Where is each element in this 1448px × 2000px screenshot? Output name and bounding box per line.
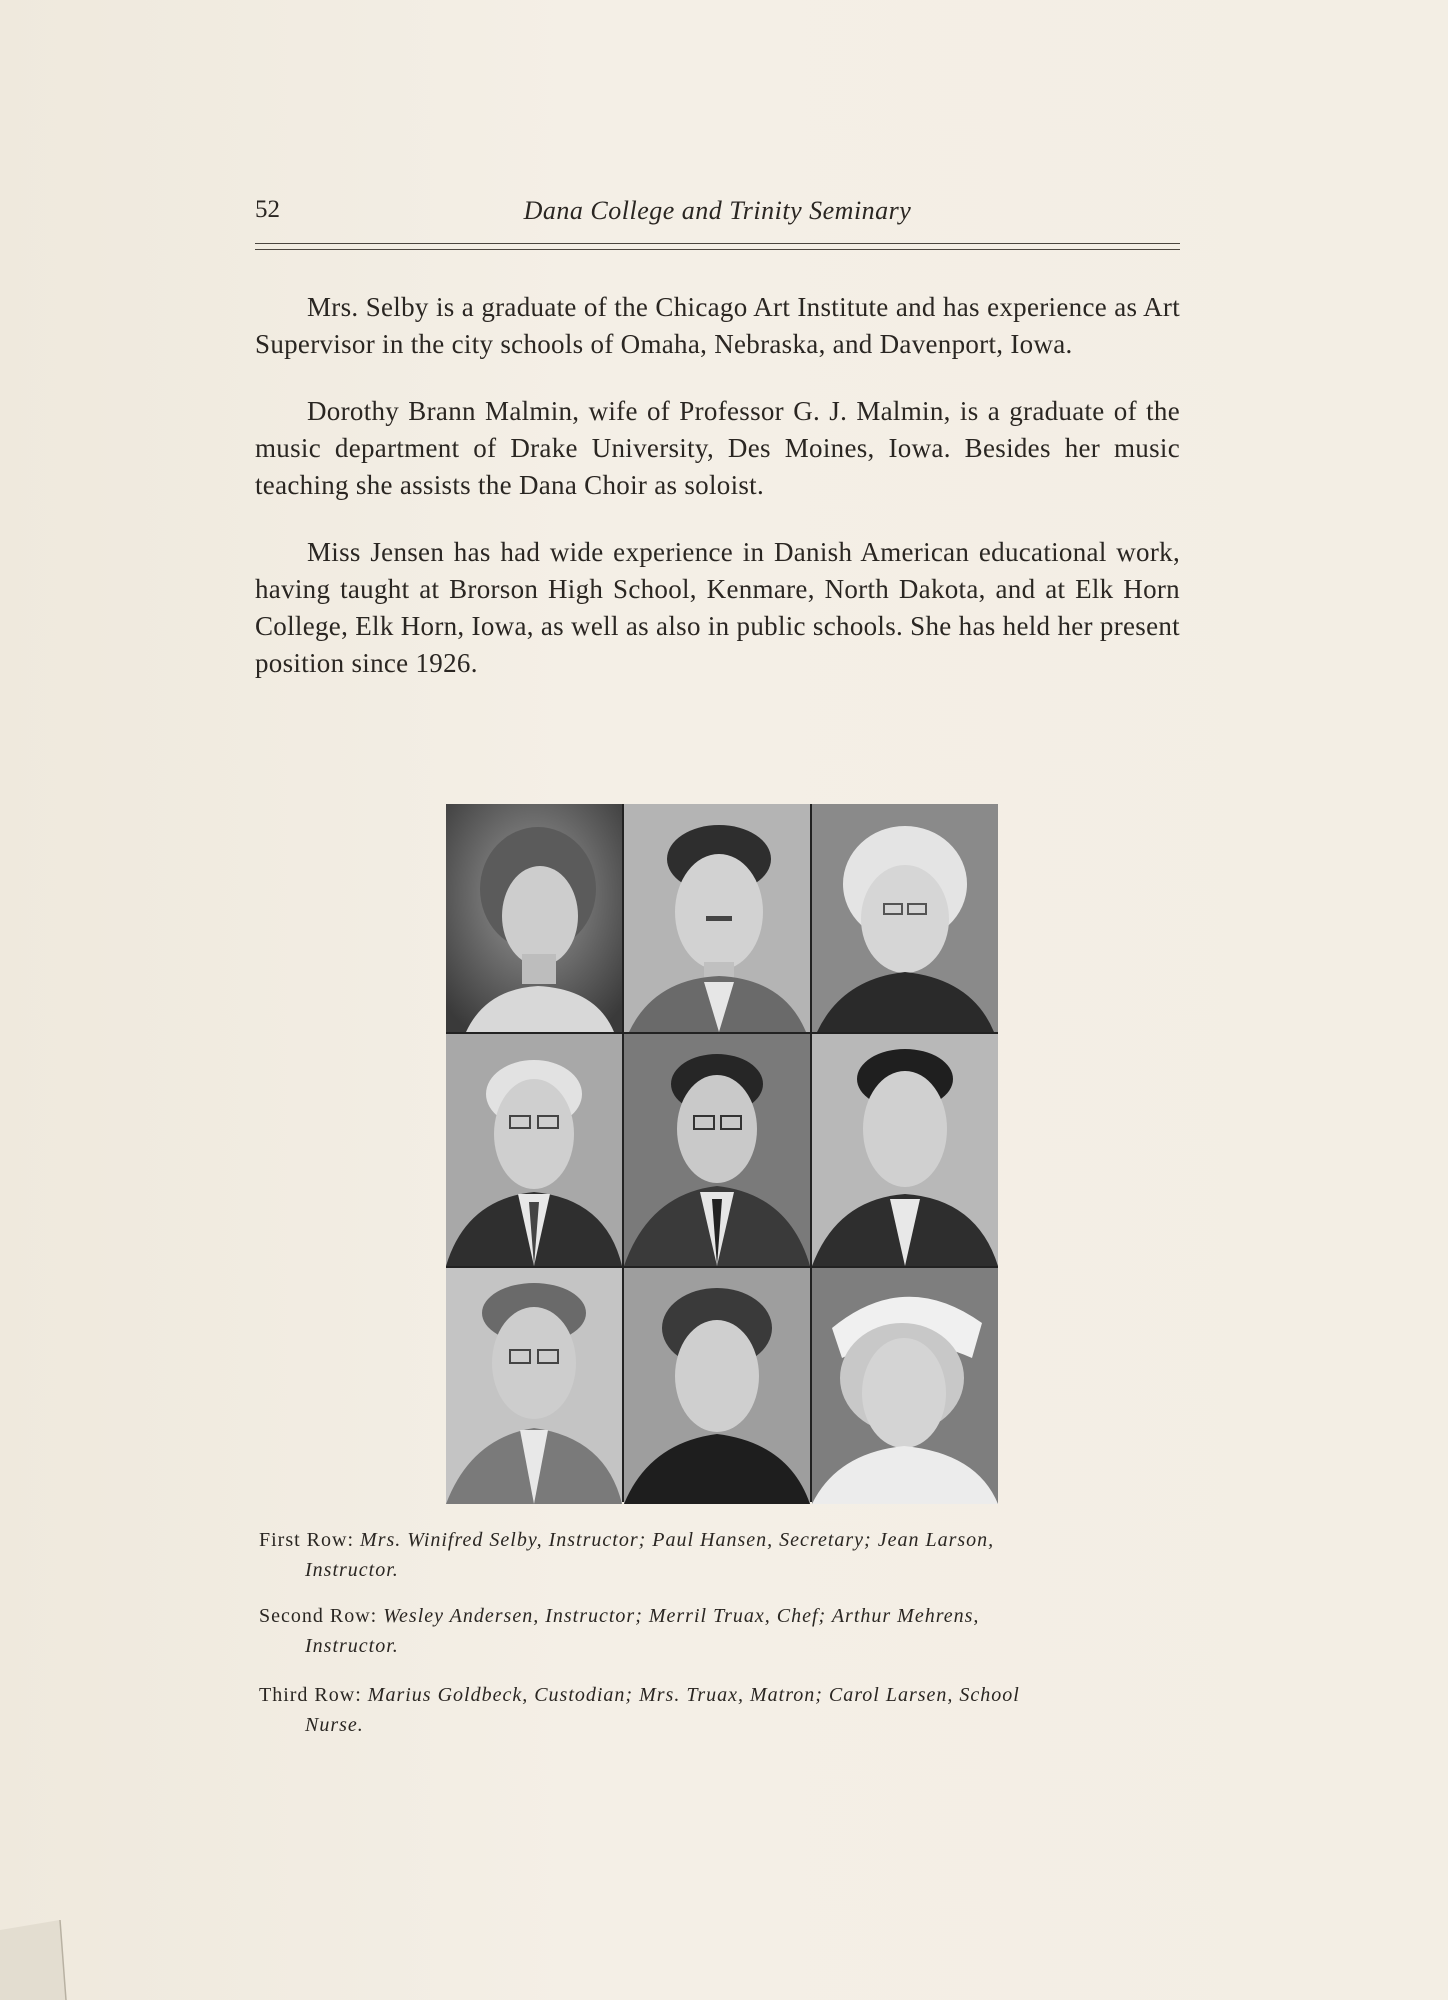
staff-photo-grid [446,804,998,1502]
portrait-winifred-selby [446,804,622,1032]
caption-label: Third Row: [259,1684,362,1706]
paragraph-selby: Mrs. Selby is a graduate of the Chicago Art Institute and has experience as Art Supervisor in the city schools of Omaha, Nebraska, and Davenport, Iowa. [255,292,1180,359]
portrait-jean-larson [812,804,998,1032]
portrait-paul-hansen [624,804,810,1032]
page-number: 52 [255,196,280,223]
caption-text-continued: Instructor. [305,1559,399,1581]
caption-label: Second Row: [259,1605,378,1627]
caption-first-row [259,1525,1184,1585]
paragraph-malmin: Dorothy Brann Malmin, wife of Professor G. J. Malmin, is a graduate of the music department of Drake University, Des Moines, Iowa. Besides her music teaching she assists the Dana Choir as soloist. [255,396,1180,500]
running-title: Dana College and Trinity Seminary [523,196,912,225]
caption-text-continued: Instructor. [305,1635,399,1657]
header-rule-top [255,243,1180,244]
portrait-carol-larsen [812,1268,998,1504]
caption-second-row [259,1601,1184,1661]
portrait-mrs-truax [624,1268,810,1504]
paragraph-jensen: Miss Jensen has had wide experience in Danish American educational work, having taught at Brorson High School, Kenmare, North Dakota, and at Elk Horn College, Elk Horn, Iowa, as well as also in public schools. She has held her present position since 1926. [255,537,1180,678]
portrait-arthur-mehrens [812,1034,998,1266]
page-header [255,196,1180,232]
body-text [255,289,1180,712]
portrait-marius-goldbeck [446,1268,622,1504]
portrait-wesley-andersen [446,1034,622,1266]
portrait-merril-truax [624,1034,810,1266]
caption-text: Wesley Andersen, Instructor; Merril Truax, Chef; Arthur Mehrens, [383,1605,980,1627]
header-rule-bottom [255,249,1180,250]
caption-text-continued: Nurse. [305,1714,364,1736]
caption-third-row [259,1680,1184,1740]
caption-label: First Row: [259,1529,355,1551]
caption-text: Marius Goldbeck, Custodian; Mrs. Truax, Matron; Carol Larsen, School [367,1684,1020,1706]
caption-text: Mrs. Winifred Selby, Instructor; Paul Hansen, Secretary; Jean Larson, [360,1529,995,1551]
page-corner-fold [0,1920,70,2000]
